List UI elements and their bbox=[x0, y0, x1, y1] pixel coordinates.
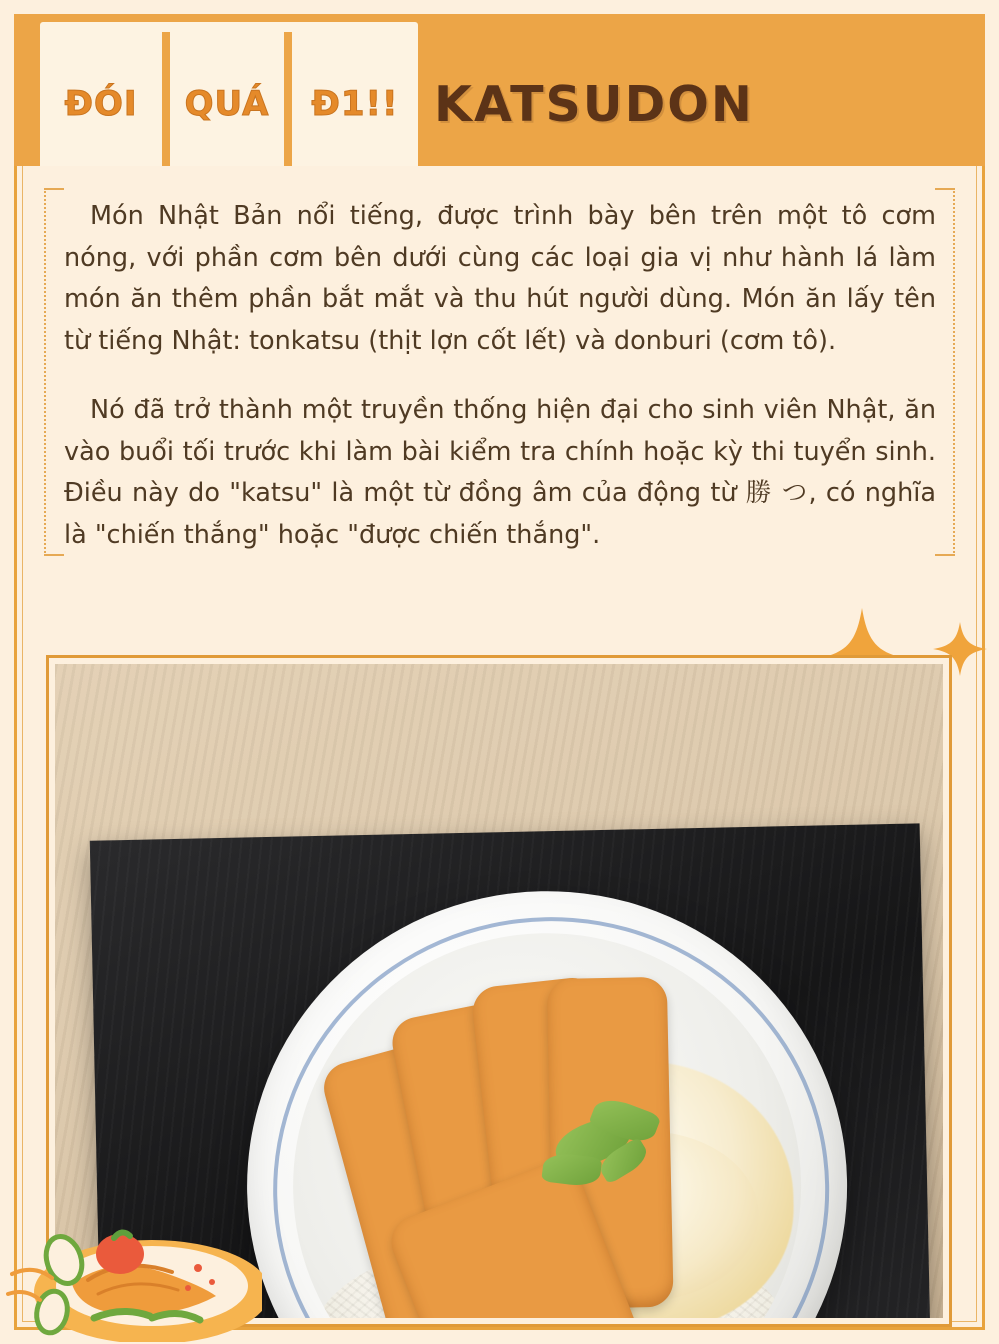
noren-tab bbox=[314, 22, 330, 40]
left-dotted-rail bbox=[44, 188, 46, 556]
rail-tick bbox=[935, 188, 955, 190]
noren-curtain bbox=[40, 22, 418, 166]
article-body bbox=[64, 196, 936, 585]
paragraph-1: Món Nhật Bản nổi tiếng, được trình bày bên trên một tô cơm nóng, với phần cơm bên dưới cùng các loại gia vị như hành lá làm món ăn thêm phần bắt mắt và thu hút người dùng. Món ăn lấy tên từ tiếng Nhật: tonkatsu (thịt lợn cốt lết) và donburi (cơm tô). bbox=[64, 201, 936, 356]
rail-tick bbox=[935, 554, 955, 556]
page-title: KATSUDON bbox=[434, 76, 754, 133]
noren-tab bbox=[186, 22, 202, 40]
noren-panel-3 bbox=[292, 26, 418, 166]
right-dotted-rail bbox=[953, 188, 955, 556]
rail-tick bbox=[44, 554, 64, 556]
noren-tab bbox=[128, 22, 144, 40]
header-band bbox=[14, 14, 985, 166]
noren-word-3: Đ1!! bbox=[311, 84, 399, 124]
photo-lacquer-tray bbox=[90, 823, 930, 1318]
paragraph-2: Nó đã trở thành một truyền thống hiện đại cho sinh viên Nhật, ăn vào buổi tối trước khi làm bài kiểm tra chính hoặc kỳ thi tuyển sinh. Điều này do "katsu" là một từ đồng âm của động từ 勝 つ, có nghĩa là "chiến thắng" hoặc "được chiến thắng". bbox=[64, 395, 936, 550]
dish-photo-frame bbox=[46, 655, 952, 1327]
noren-word-2: QUÁ bbox=[184, 84, 270, 124]
noren-panel-1 bbox=[40, 26, 162, 166]
noren-word-1: ĐÓI bbox=[64, 84, 138, 124]
noren-tab bbox=[58, 22, 74, 40]
dish-photo bbox=[55, 664, 943, 1318]
noren-tab bbox=[252, 22, 268, 40]
noren-tab bbox=[384, 22, 400, 40]
photo-caption bbox=[55, 1318, 56, 1319]
noren-panel-2 bbox=[170, 26, 284, 166]
rail-tick bbox=[44, 188, 64, 190]
